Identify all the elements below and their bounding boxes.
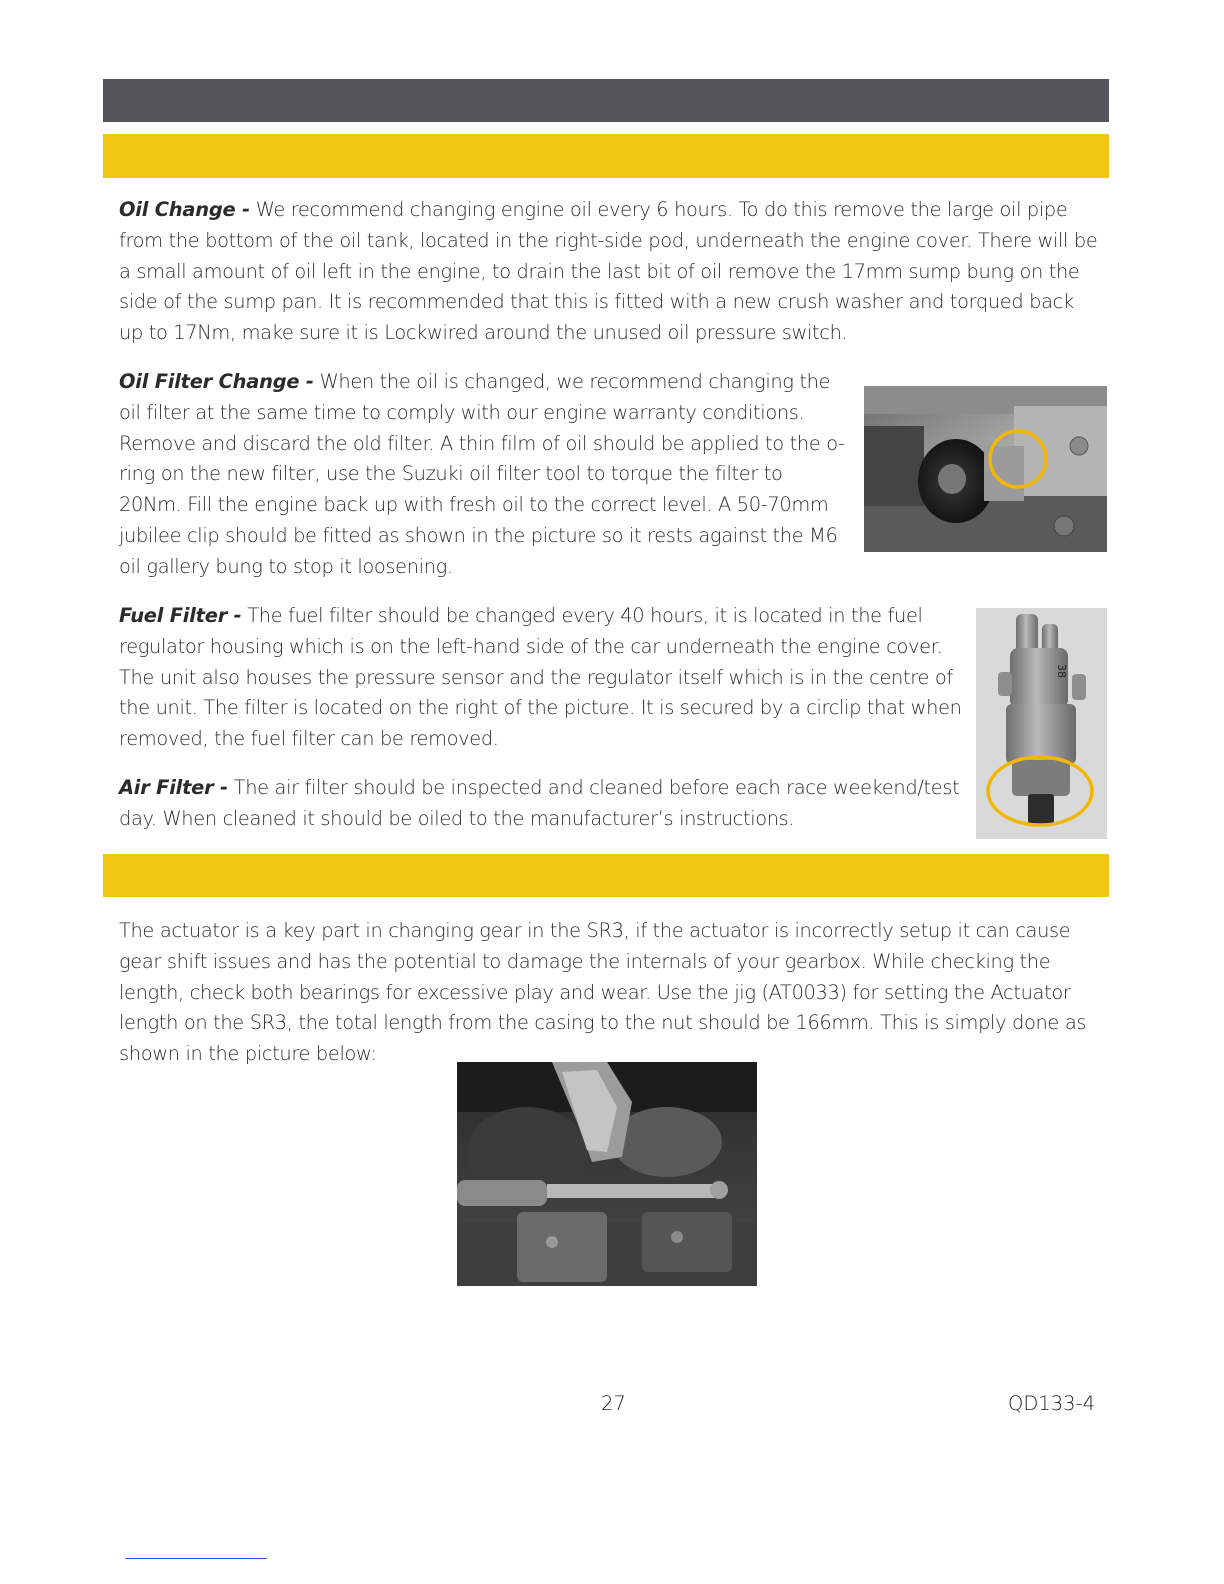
- oil-filter-paragraph: [119, 367, 849, 583]
- oil-change-text: We recommend changing engine oil every 6 hours. To do this remove the large oil pipe from the bottom of the oil tank, located in the right-side pod, underneath the engine cover. There will be a small amount of oil left in the engine, to drain the last bit of oil remove the 17mm sump bung on the side of the sump pan. It is recommended that this is fitted with a new crush washer and torqued back up to 17Nm, make sure it is Lockwired around the unused oil pressure switch.: [119, 198, 1098, 345]
- air-filter-text: The air filter should be inspected and cleaned before each race weekend/test day. When cleaned it should be oiled to the manufacturer’s instructions.: [119, 776, 960, 830]
- oil-filter-photo: [864, 386, 1107, 552]
- oil-change-paragraph: [119, 195, 1099, 349]
- air-filter-heading: Air Filter -: [119, 776, 228, 799]
- page-number: 27: [601, 1392, 626, 1415]
- regulator-marking: 38: [1055, 664, 1068, 678]
- fuel-filter-text: The fuel filter should be changed every 40 hours, it is located in the fuel regulator housing which is on the left-hand side of the car underneath the engine cover. The unit also houses the pressure sensor and the regulator itself which is in the centre of the unit. The filter is located on the right of the picture. It is secured by a circlip that when removed, the fuel filter can be removed.: [119, 604, 962, 751]
- actuator-text: The actuator is a key part in changing gear in the SR3, if the actuator is incorrectly setup it can cause gear shift issues and has the potential to damage the internals of your gearbox. While checking the length, check both bearings for excessive play and wear. Use the jig (AT0033) for setting the Actuator length on the SR3, the total length from the casing to the nut should be 166mm. This is simply done as shown in the picture below:: [119, 919, 1087, 1066]
- fuel-filter-paragraph: [119, 601, 969, 755]
- air-filter-paragraph: [119, 773, 969, 835]
- oil-change-heading: Oil Change -: [119, 198, 250, 221]
- fuel-regulator-photo: [976, 608, 1107, 839]
- oil-filter-text: When the oil is changed, we recommend changing the oil filter at the same time to comply with our engine warranty conditions. Remove and discard the old filter. A thin film of oil should be applied to the o-ring on the new filter, use the Suzuki oil filter tool to torque the filter to 20Nm. Fill the engine back up with fresh oil to the correct level. A 50-70mm jubilee clip should be fitted as shown in the picture so it rests against the M6 oil gallery bung to stop it loosening.: [119, 370, 845, 578]
- footer-rule: [125, 1558, 267, 1559]
- section-bar-maintenance: [103, 134, 1109, 178]
- header-bar: [103, 79, 1109, 122]
- actuator-jig-photo: [457, 1062, 757, 1286]
- oil-filter-heading: Oil Filter Change -: [119, 370, 314, 393]
- document-code: QD133-4: [1008, 1392, 1096, 1415]
- fuel-filter-heading: Fuel Filter -: [119, 604, 242, 627]
- actuator-paragraph: [119, 916, 1094, 1070]
- section-bar-actuator: [103, 854, 1109, 897]
